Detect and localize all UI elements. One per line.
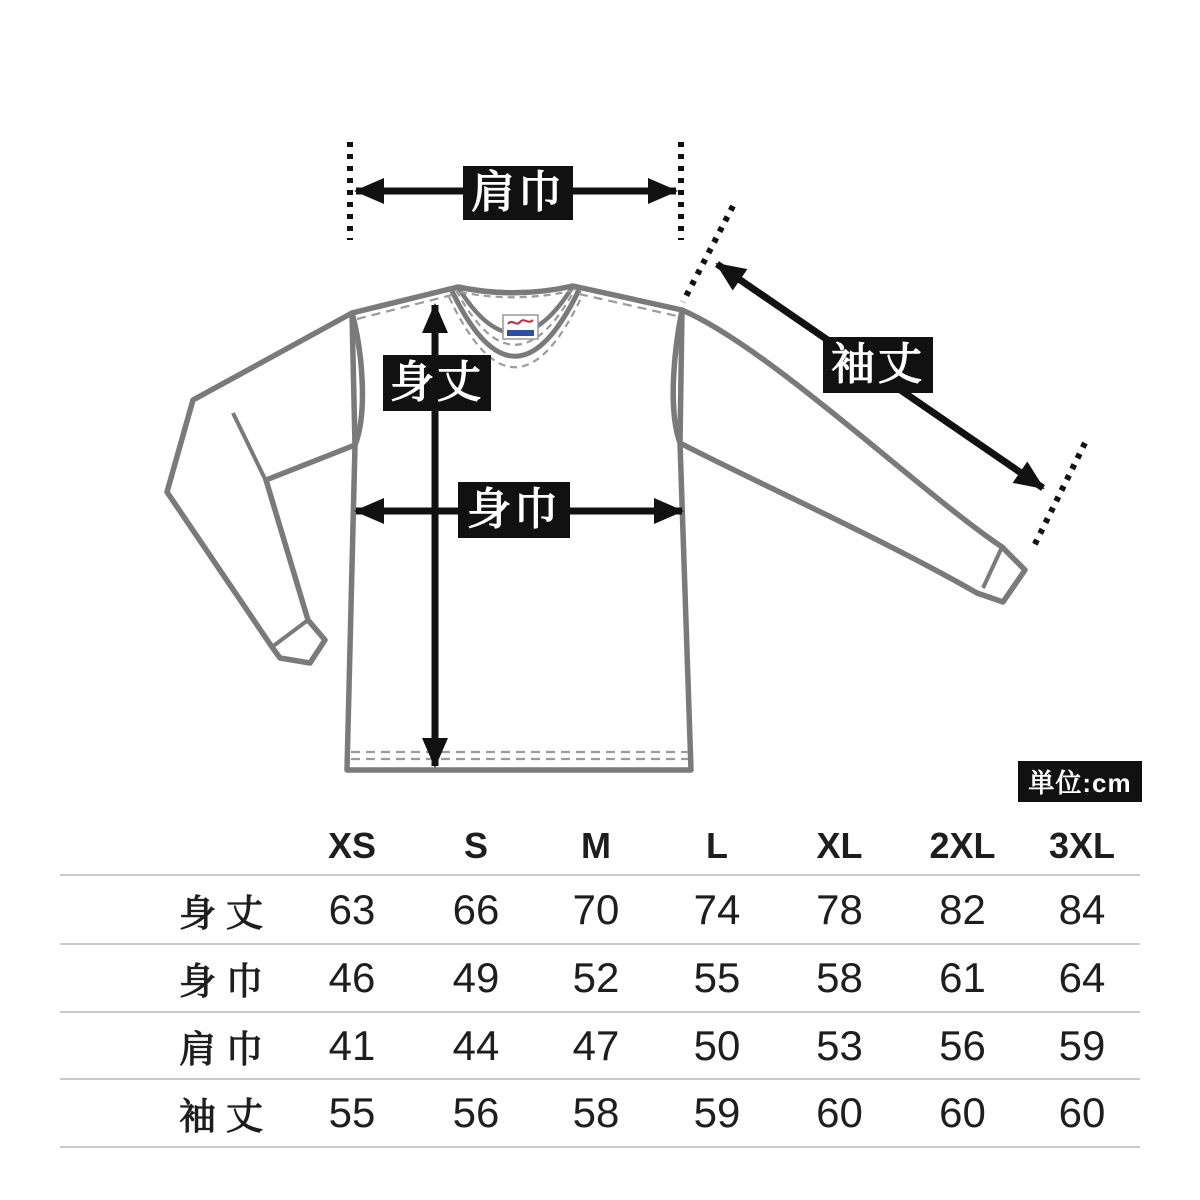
value-cell: 74	[693, 885, 741, 933]
value-cell: 82	[939, 885, 986, 933]
col-header-l: L	[706, 825, 728, 866]
value-cell: 58	[572, 1089, 620, 1136]
value-cell: 56	[939, 1021, 986, 1069]
value-cell: 60	[939, 1089, 986, 1136]
value-cell: 78	[816, 885, 863, 933]
row-label	[60, 876, 288, 943]
value-cell: 55	[693, 954, 741, 1001]
value-cell: 44	[452, 1021, 500, 1069]
sleeve-length-label: 袖丈	[823, 337, 933, 393]
col-header-xs: XS	[327, 825, 377, 866]
value-cell: 58	[816, 954, 863, 1001]
row-label	[60, 945, 288, 1011]
value-cell: 49	[452, 954, 500, 1001]
col-header-2xl: 2XL	[929, 825, 996, 866]
collar-brand-tag	[503, 315, 538, 339]
value-cell: 59	[1058, 1021, 1106, 1069]
value-cell: 46	[328, 954, 376, 1001]
sleeve-guide-bottom	[1034, 443, 1085, 546]
value-cell: 59	[693, 1089, 741, 1136]
size-table-header-row	[60, 818, 1140, 876]
value-cell: 56	[452, 1089, 500, 1136]
table-row-shoulder-width	[60, 1013, 1140, 1080]
row-label-text: 身丈	[179, 892, 273, 934]
table-row-sleeve-length	[60, 1080, 1140, 1148]
left-sleeve	[167, 313, 355, 663]
col-header-s: S	[463, 825, 488, 866]
value-cell: 60	[1058, 1089, 1106, 1136]
col-header-m: M	[581, 825, 611, 866]
value-cell: 53	[816, 1021, 863, 1069]
value-cell: 50	[693, 1021, 741, 1069]
row-label-text: 身巾	[179, 961, 273, 1002]
col-header-xl: XL	[816, 825, 863, 866]
body-length-label: 身丈	[383, 355, 491, 411]
value-cell: 47	[572, 1021, 620, 1069]
table-row-body-length	[60, 876, 1140, 945]
value-cell: 55	[328, 1089, 376, 1136]
shoulder-width-label: 肩巾	[463, 166, 573, 220]
value-cell: 61	[939, 954, 986, 1001]
value-cell: 70	[572, 885, 620, 933]
value-cell: 52	[572, 954, 620, 1001]
header-spacer	[60, 818, 288, 874]
value-cell: 60	[816, 1089, 863, 1136]
row-label-text: 肩巾	[179, 1028, 273, 1070]
value-cell: 84	[1058, 885, 1106, 933]
row-label-text: 袖丈	[179, 1096, 273, 1137]
col-header-3xl: 3XL	[1048, 825, 1116, 866]
value-cell: 41	[328, 1021, 376, 1069]
body-width-label: 身巾	[458, 482, 570, 538]
row-label	[60, 1013, 288, 1078]
table-row-body-width	[60, 945, 1140, 1013]
value-cell: 66	[452, 885, 500, 933]
unit-badge: 単位:cm	[1018, 761, 1142, 802]
sleeve-guide-top	[683, 206, 733, 302]
size-table	[60, 818, 1140, 1148]
value-cell: 63	[328, 885, 376, 933]
row-label	[60, 1080, 288, 1146]
value-cell: 64	[1058, 954, 1106, 1001]
